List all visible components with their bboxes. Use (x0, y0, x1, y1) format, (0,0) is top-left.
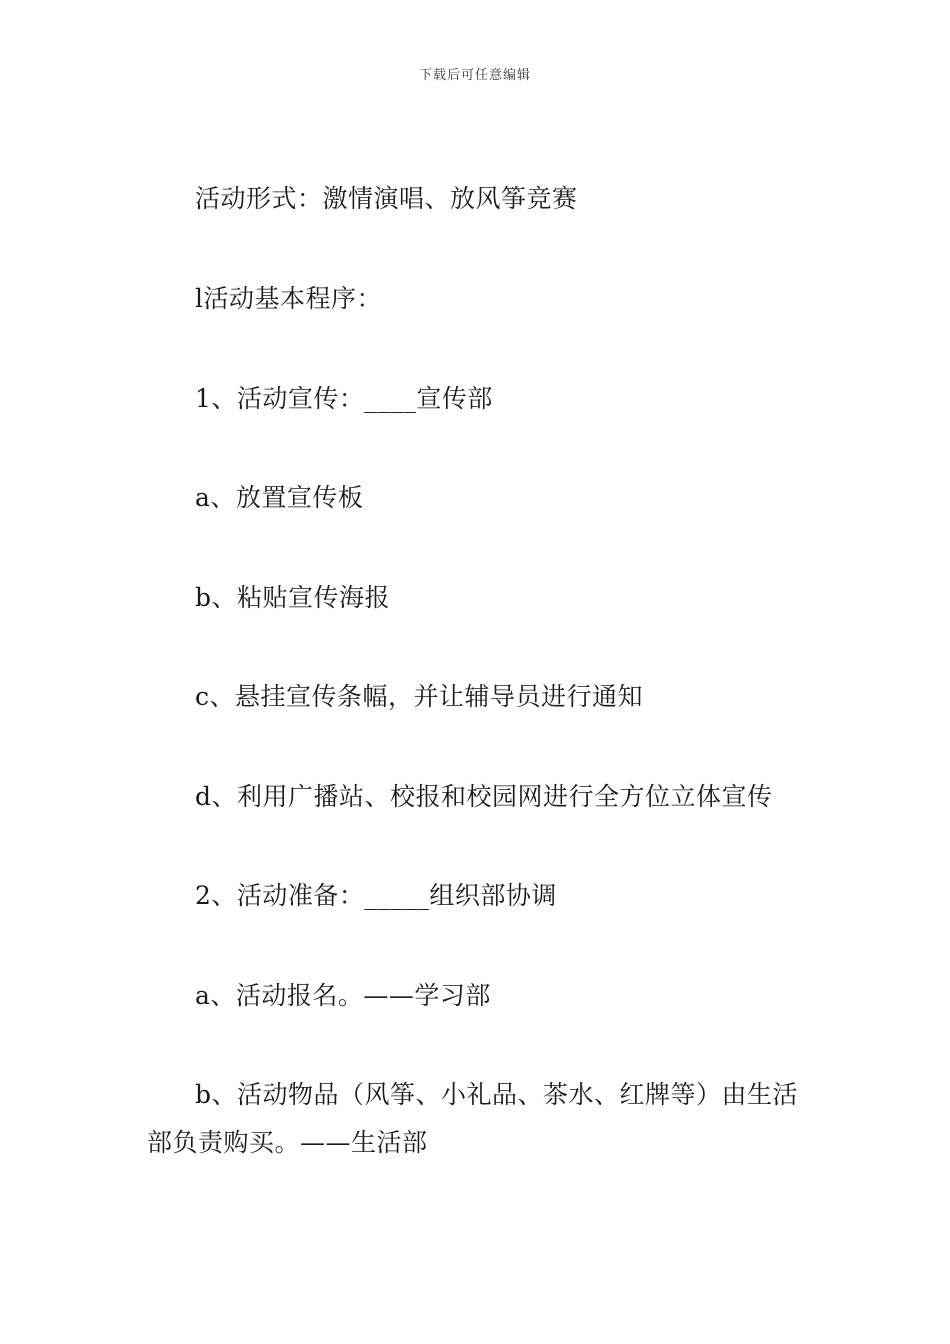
paragraph-publicity-a: a、放置宣传板 (195, 483, 364, 512)
page-header-note: 下载后可任意编辑 (418, 68, 531, 83)
paragraph-basic-procedure-heading: l活动基本程序： (195, 284, 382, 313)
paragraph-step-publicity: 1、活动宣传：____宣传部 (195, 384, 493, 413)
paragraph-preparation-a: a、活动报名。——学习部 (195, 981, 491, 1010)
paragraph-publicity-d: d、利用广播站、校报和校园网进行全方位立体宣传 (195, 782, 773, 811)
paragraph-step-preparation: 2、活动准备：_____组织部协调 (195, 881, 557, 910)
paragraph-publicity-b: b、粘贴宣传海报 (195, 583, 391, 612)
paragraph-preparation-b: b、活动物品（风筝、小礼品、茶水、红牌等）由生活部负责购买。——生活部 (147, 1080, 799, 1157)
paragraph-activity-format: 活动形式：激情演唱、放风筝竞赛 (195, 184, 578, 213)
paragraph-publicity-c: c、悬挂宣传条幅，并让辅导员进行通知 (195, 682, 644, 711)
